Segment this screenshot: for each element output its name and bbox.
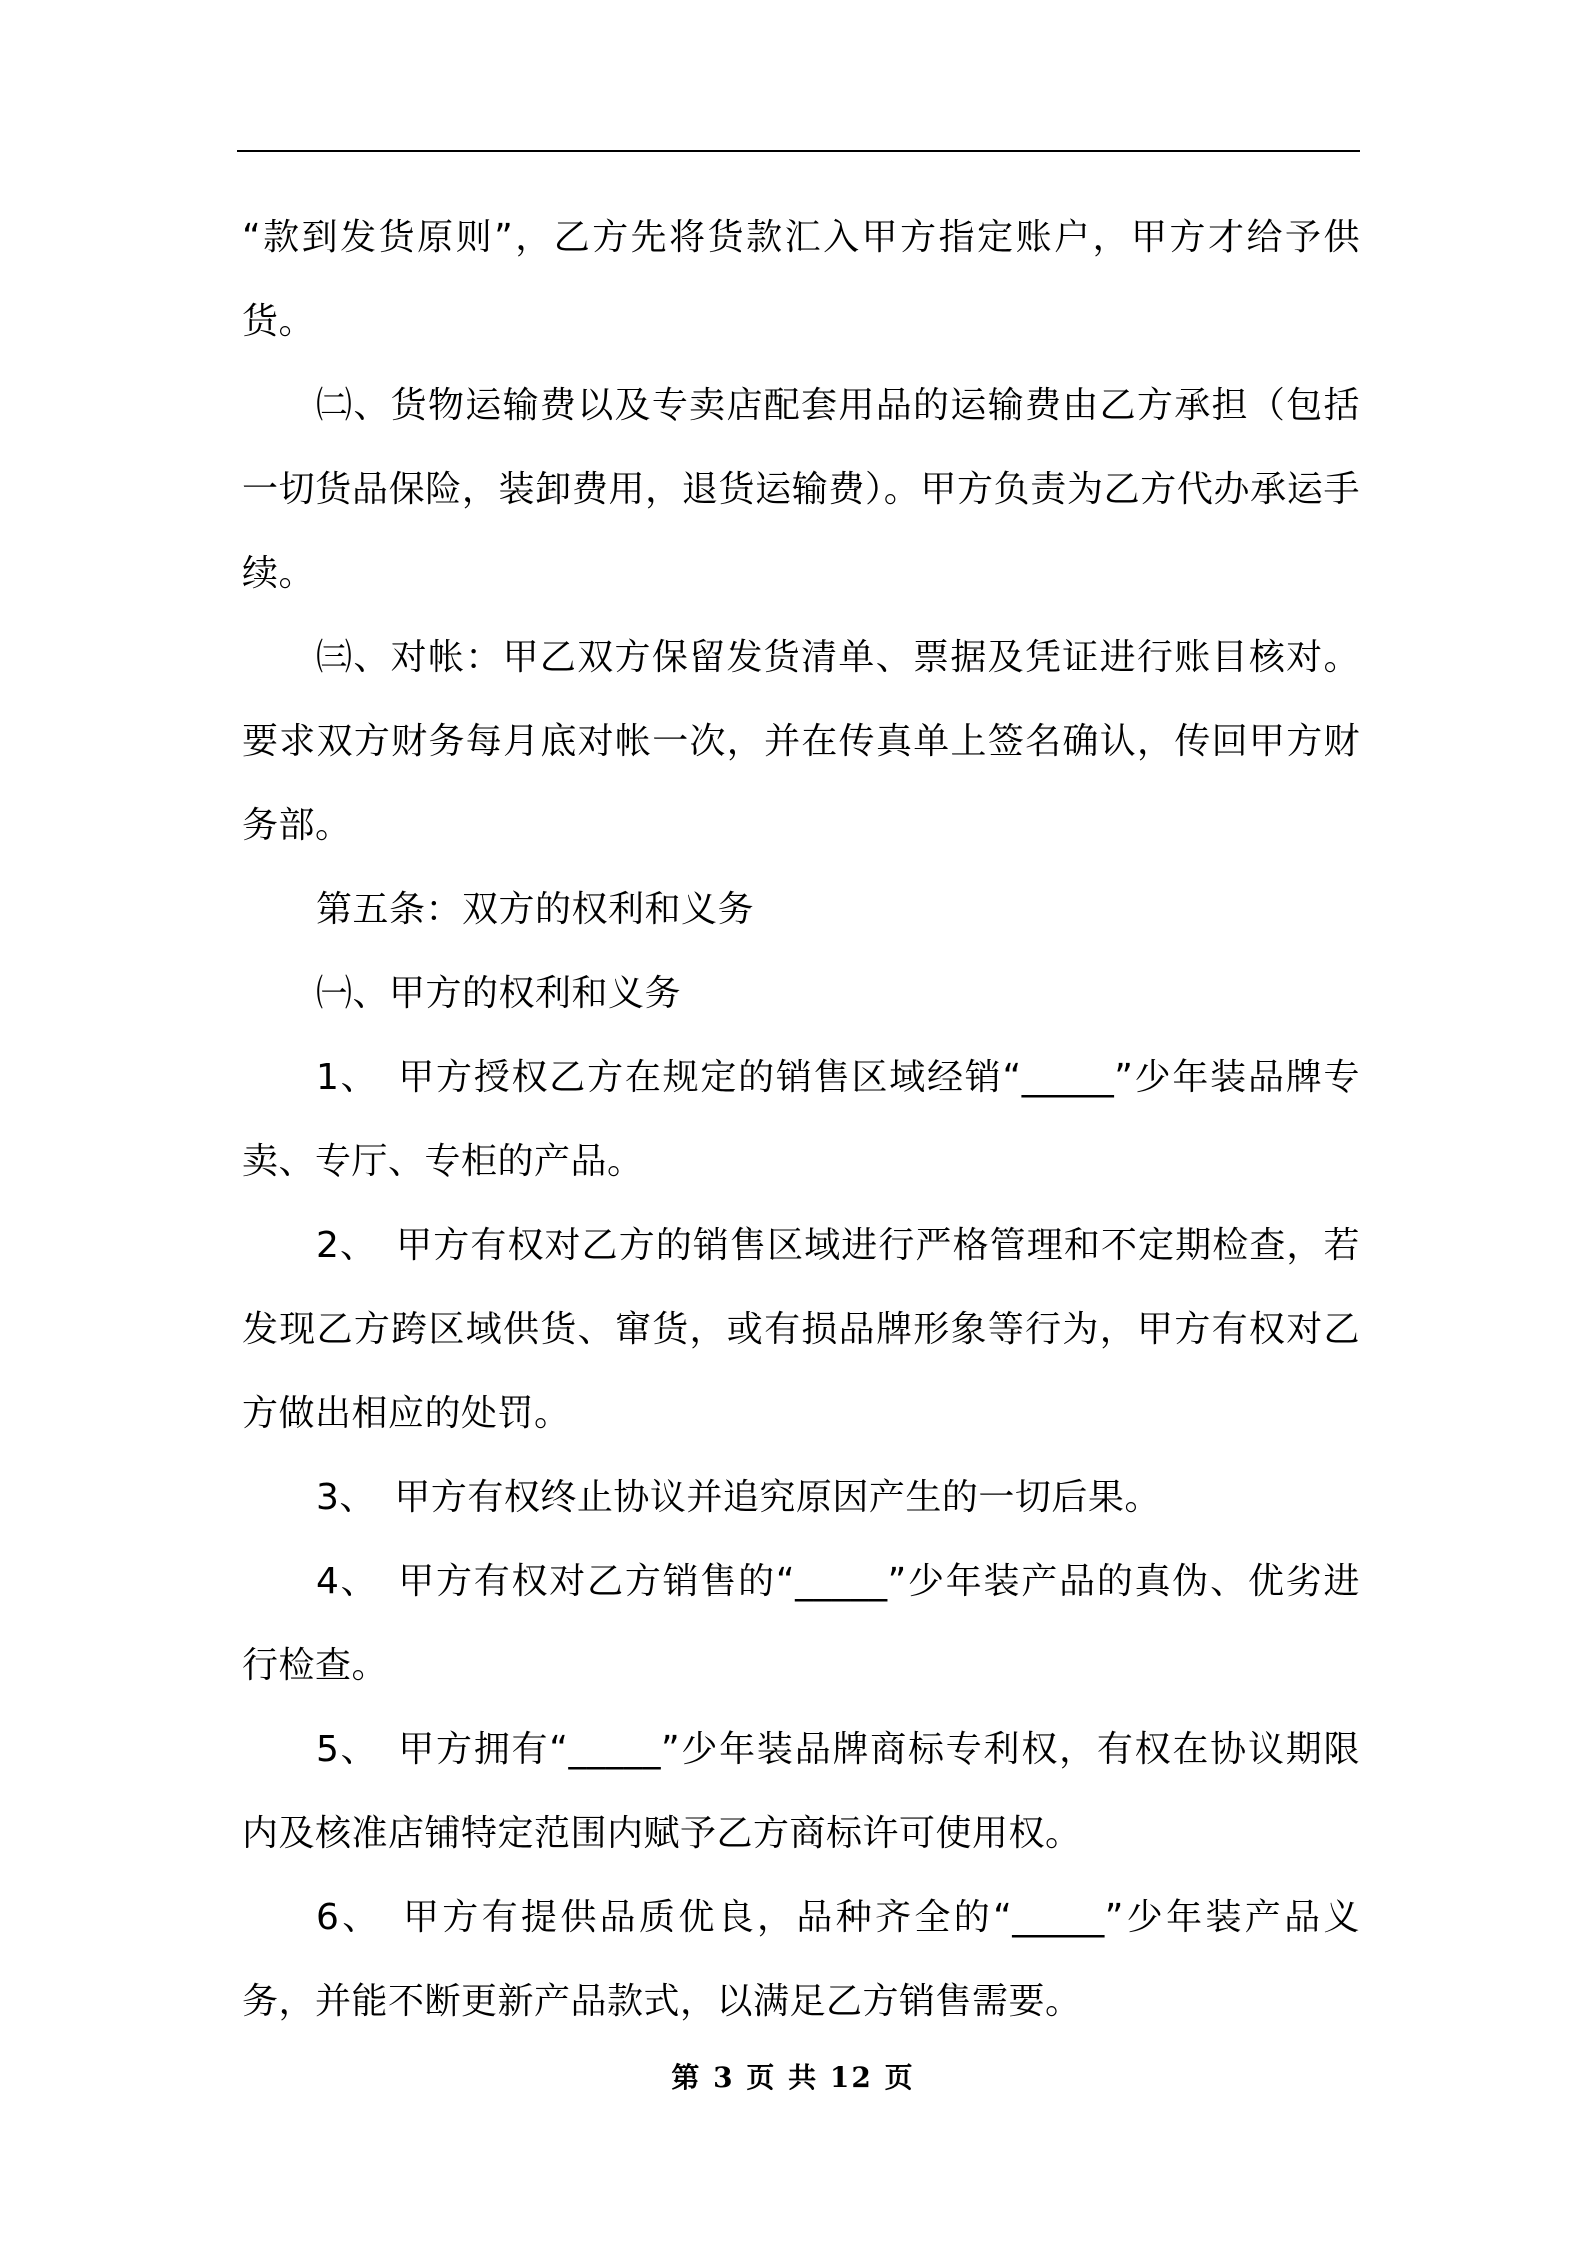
- header-rule: [237, 150, 1360, 152]
- list-item-2: 2、 甲方有权对乙方的销售区域进行严格管理和不定期检查，若发现乙方跨区域供货、窜货，或有损品牌形象等行为，甲方有权对乙方做出相应的处罚。: [242, 1225, 1360, 1434]
- list-item-5: 5、 甲方拥有“_____”少年装品牌商标专利权，有权在协议期限内及核准店铺特定范围内赋予乙方商标许可使用权。: [242, 1729, 1360, 1854]
- list-item-3: 3、 甲方有权终止协议并追究原因产生的一切后果。: [316, 1477, 1161, 1518]
- paragraph-clause-3-reconciliation: ㈢、对帐：甲乙双方保留发货清单、票据及凭证进行账目核对。要求双方财务每月底对帐一次，并在传真单上签名确认，传回甲方财务部。: [242, 637, 1360, 846]
- paragraph-clause-2-freight: ㈡、货物运输费以及专卖店配套用品的运输费由乙方承担（包括一切货品保险，装卸费用，退货运输费）。甲方负责为乙方代办承运手续。: [242, 385, 1360, 594]
- list-item-4: 4、 甲方有权对乙方销售的“_____”少年装产品的真伪、优劣进行检查。: [242, 1561, 1360, 1686]
- paragraph-payment-principle: “款到发货原则”，乙方先将货款汇入甲方指定账户，甲方才给予供货。: [242, 217, 1360, 342]
- subsection-heading-party-a: ㈠、甲方的权利和义务: [316, 973, 682, 1014]
- section-heading-article-5: 第五条：双方的权利和义务: [316, 889, 755, 930]
- page-number-footer: 第 3 页 共 12 页: [671, 2061, 915, 2094]
- document-body: [242, 196, 1360, 2044]
- list-item-6: 6、 甲方有提供品质优良，品种齐全的“_____”少年装产品义务，并能不断更新产品款式，以满足乙方销售需要。: [242, 1897, 1360, 2022]
- list-item-1: 1、 甲方授权乙方在规定的销售区域经销“_____”少年装品牌专卖、专厅、专柜的产品。: [242, 1057, 1360, 1182]
